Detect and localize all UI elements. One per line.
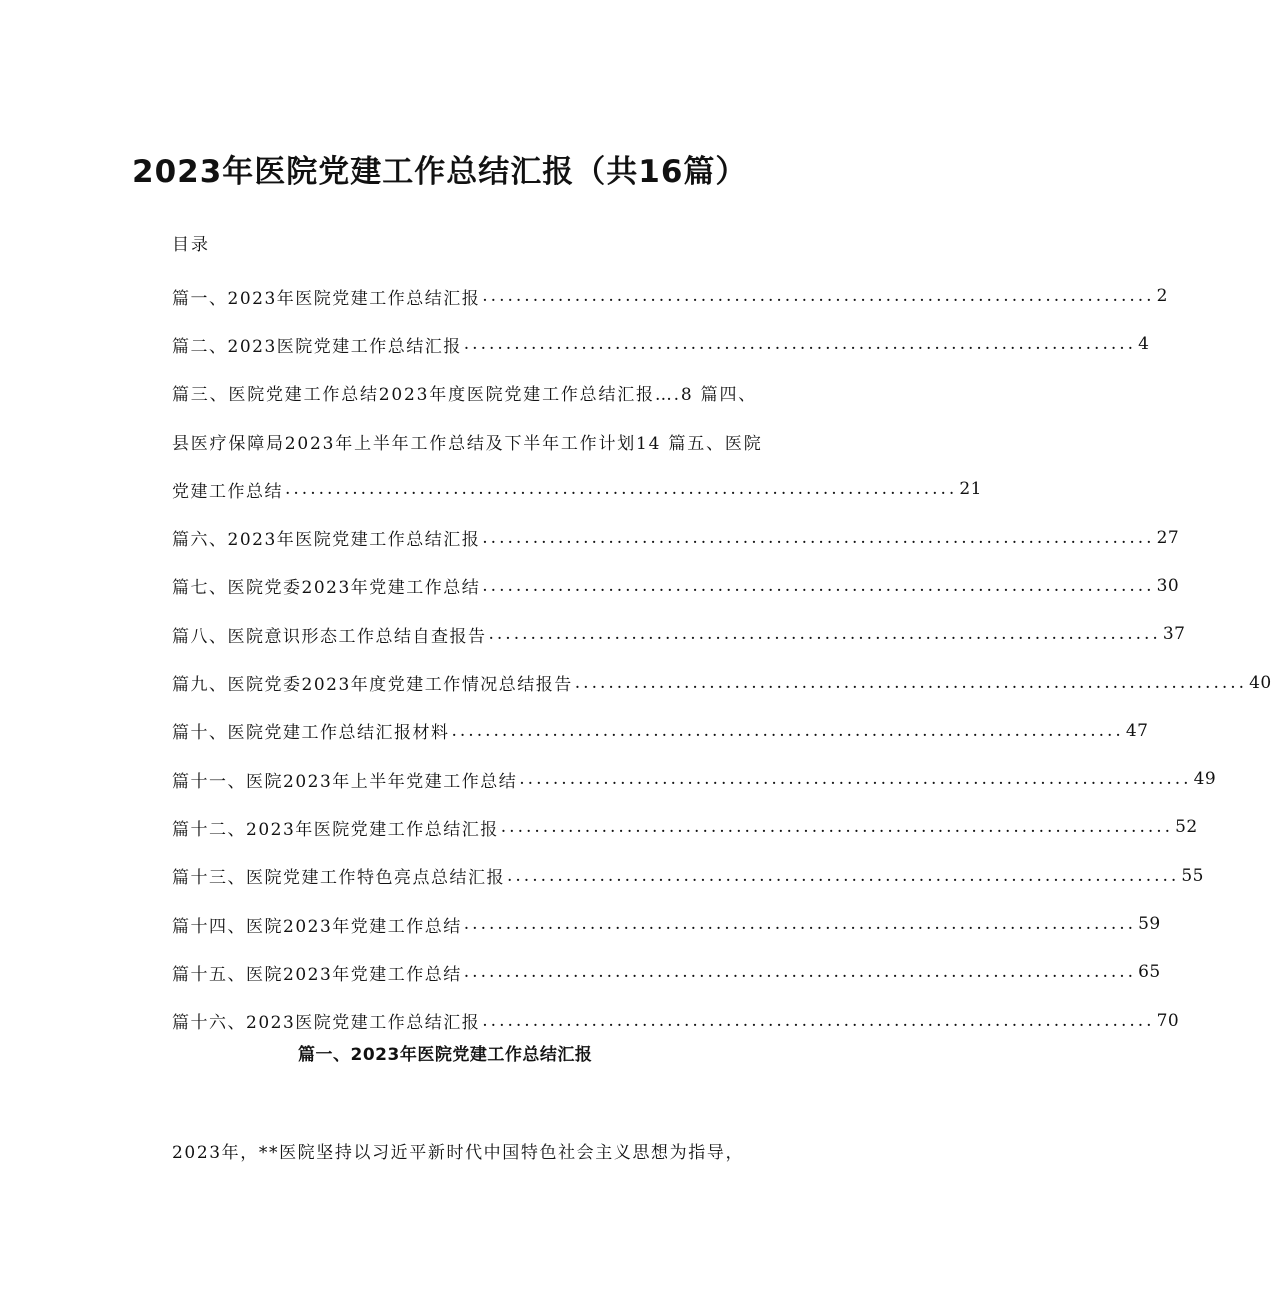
toc-entry[interactable]	[172, 996, 1180, 1044]
toc-entry-page: 55	[1181, 865, 1204, 886]
section-title: 篇一、2023年医院党建工作总结汇报	[298, 1045, 593, 1065]
toc-entry-page: 4	[1138, 334, 1150, 355]
toc-entry-page: 59	[1138, 914, 1161, 934]
toc-leader-dots: ................................................................................	[500, 817, 1174, 838]
toc-entry-title: 篇十三、医院党建工作特色亮点总结汇报	[172, 868, 505, 889]
toc-entry-title: 篇七、医院党委2023年党建工作总结	[172, 578, 481, 599]
toc-entry[interactable]	[172, 948, 1161, 996]
table-of-contents	[172, 272, 1272, 1045]
toc-leader-dots: ................................................................................	[519, 769, 1192, 790]
toc-leader-dots: ................................................................................	[488, 624, 1161, 645]
toc-entry-title: 篇十六、2023医院党建工作总结汇报	[172, 1013, 481, 1034]
toc-entry[interactable]	[172, 658, 1272, 706]
toc-entry-page: 65	[1138, 962, 1161, 983]
toc-wrapped-line[interactable]	[172, 417, 792, 465]
toc-entry-page: 40	[1249, 672, 1272, 693]
toc-leader-dots: ................................................................................	[507, 865, 1180, 886]
toc-leader-dots: ................................................................................	[451, 720, 1124, 741]
toc-heading: 目录	[172, 235, 210, 255]
body-paragraph-line: 2023年，**医院坚持以习近平新时代中国特色社会主义思想为指导，	[172, 1143, 745, 1163]
toc-leader-dots: ................................................................................	[482, 286, 1155, 307]
toc-wrapped-text: 篇三、医院党建工作总结2023年度医院党建工作总结汇报….8 篇四、	[172, 385, 758, 406]
toc-entry-title: 篇八、医院意识形态工作总结自查报告	[172, 626, 487, 647]
toc-entry[interactable]	[172, 610, 1186, 658]
toc-leader-dots: ................................................................................	[463, 334, 1137, 355]
toc-entry-title: 篇十五、医院2023年党建工作总结	[172, 964, 462, 985]
toc-leader-dots: ................................................................................	[285, 479, 958, 500]
toc-entry-title: 篇一、2023年医院党建工作总结汇报	[172, 288, 481, 309]
toc-entry-title: 篇十二、2023年医院党建工作总结汇报	[172, 819, 499, 840]
toc-entry[interactable]	[172, 513, 1180, 561]
toc-entry-title: 篇十四、医院2023年党建工作总结	[172, 916, 462, 937]
toc-leader-dots: ................................................................................	[463, 962, 1137, 983]
toc-entry[interactable]	[172, 755, 1217, 803]
toc-entry[interactable]	[172, 562, 1180, 610]
toc-entry-page: 37	[1162, 624, 1186, 645]
toc-entry-page: 52	[1175, 817, 1198, 838]
toc-wrapped-text: 县医疗保障局2023年上半年工作总结及下半年工作计划14 篇五、医院	[172, 433, 763, 454]
toc-entry[interactable]	[172, 707, 1149, 755]
toc-leader-dots: ................................................................................	[482, 1010, 1155, 1031]
toc-entry-page: 47	[1125, 720, 1149, 741]
toc-entry[interactable]	[172, 320, 1150, 368]
toc-entry-page: 70	[1156, 1010, 1180, 1031]
toc-entry[interactable]	[172, 272, 1168, 320]
toc-entry-page: 27	[1156, 527, 1180, 548]
toc-leader-dots: ................................................................................	[574, 672, 1248, 693]
toc-leader-dots: ................................................................................	[482, 575, 1155, 596]
toc-entry-title: 党建工作总结	[172, 481, 283, 502]
toc-leader-dots: ................................................................................	[482, 527, 1155, 548]
toc-entry-title: 篇十、医院党建工作总结汇报材料	[172, 723, 450, 744]
toc-entry[interactable]	[172, 803, 1198, 851]
toc-entry-page: 30	[1156, 575, 1180, 596]
toc-entry[interactable]	[172, 465, 982, 513]
toc-entry-page: 2	[1156, 286, 1168, 307]
toc-leader-dots: ................................................................................	[463, 914, 1137, 934]
toc-wrapped-line[interactable]	[172, 369, 792, 417]
toc-entry-title: 篇二、2023医院党建工作总结汇报	[172, 336, 462, 357]
toc-entry[interactable]	[172, 852, 1204, 900]
toc-entry-title: 篇六、2023年医院党建工作总结汇报	[172, 530, 481, 551]
toc-entry-page: 21	[959, 479, 982, 500]
toc-entry-title: 篇九、医院党委2023年度党建工作情况总结报告	[172, 675, 573, 696]
document-title: 2023年医院党建工作总结汇报（共16篇）	[132, 154, 748, 190]
toc-entry[interactable]	[172, 900, 1161, 948]
toc-entry-page: 49	[1193, 769, 1217, 790]
toc-entry-title: 篇十一、医院2023年上半年党建工作总结	[172, 771, 518, 792]
